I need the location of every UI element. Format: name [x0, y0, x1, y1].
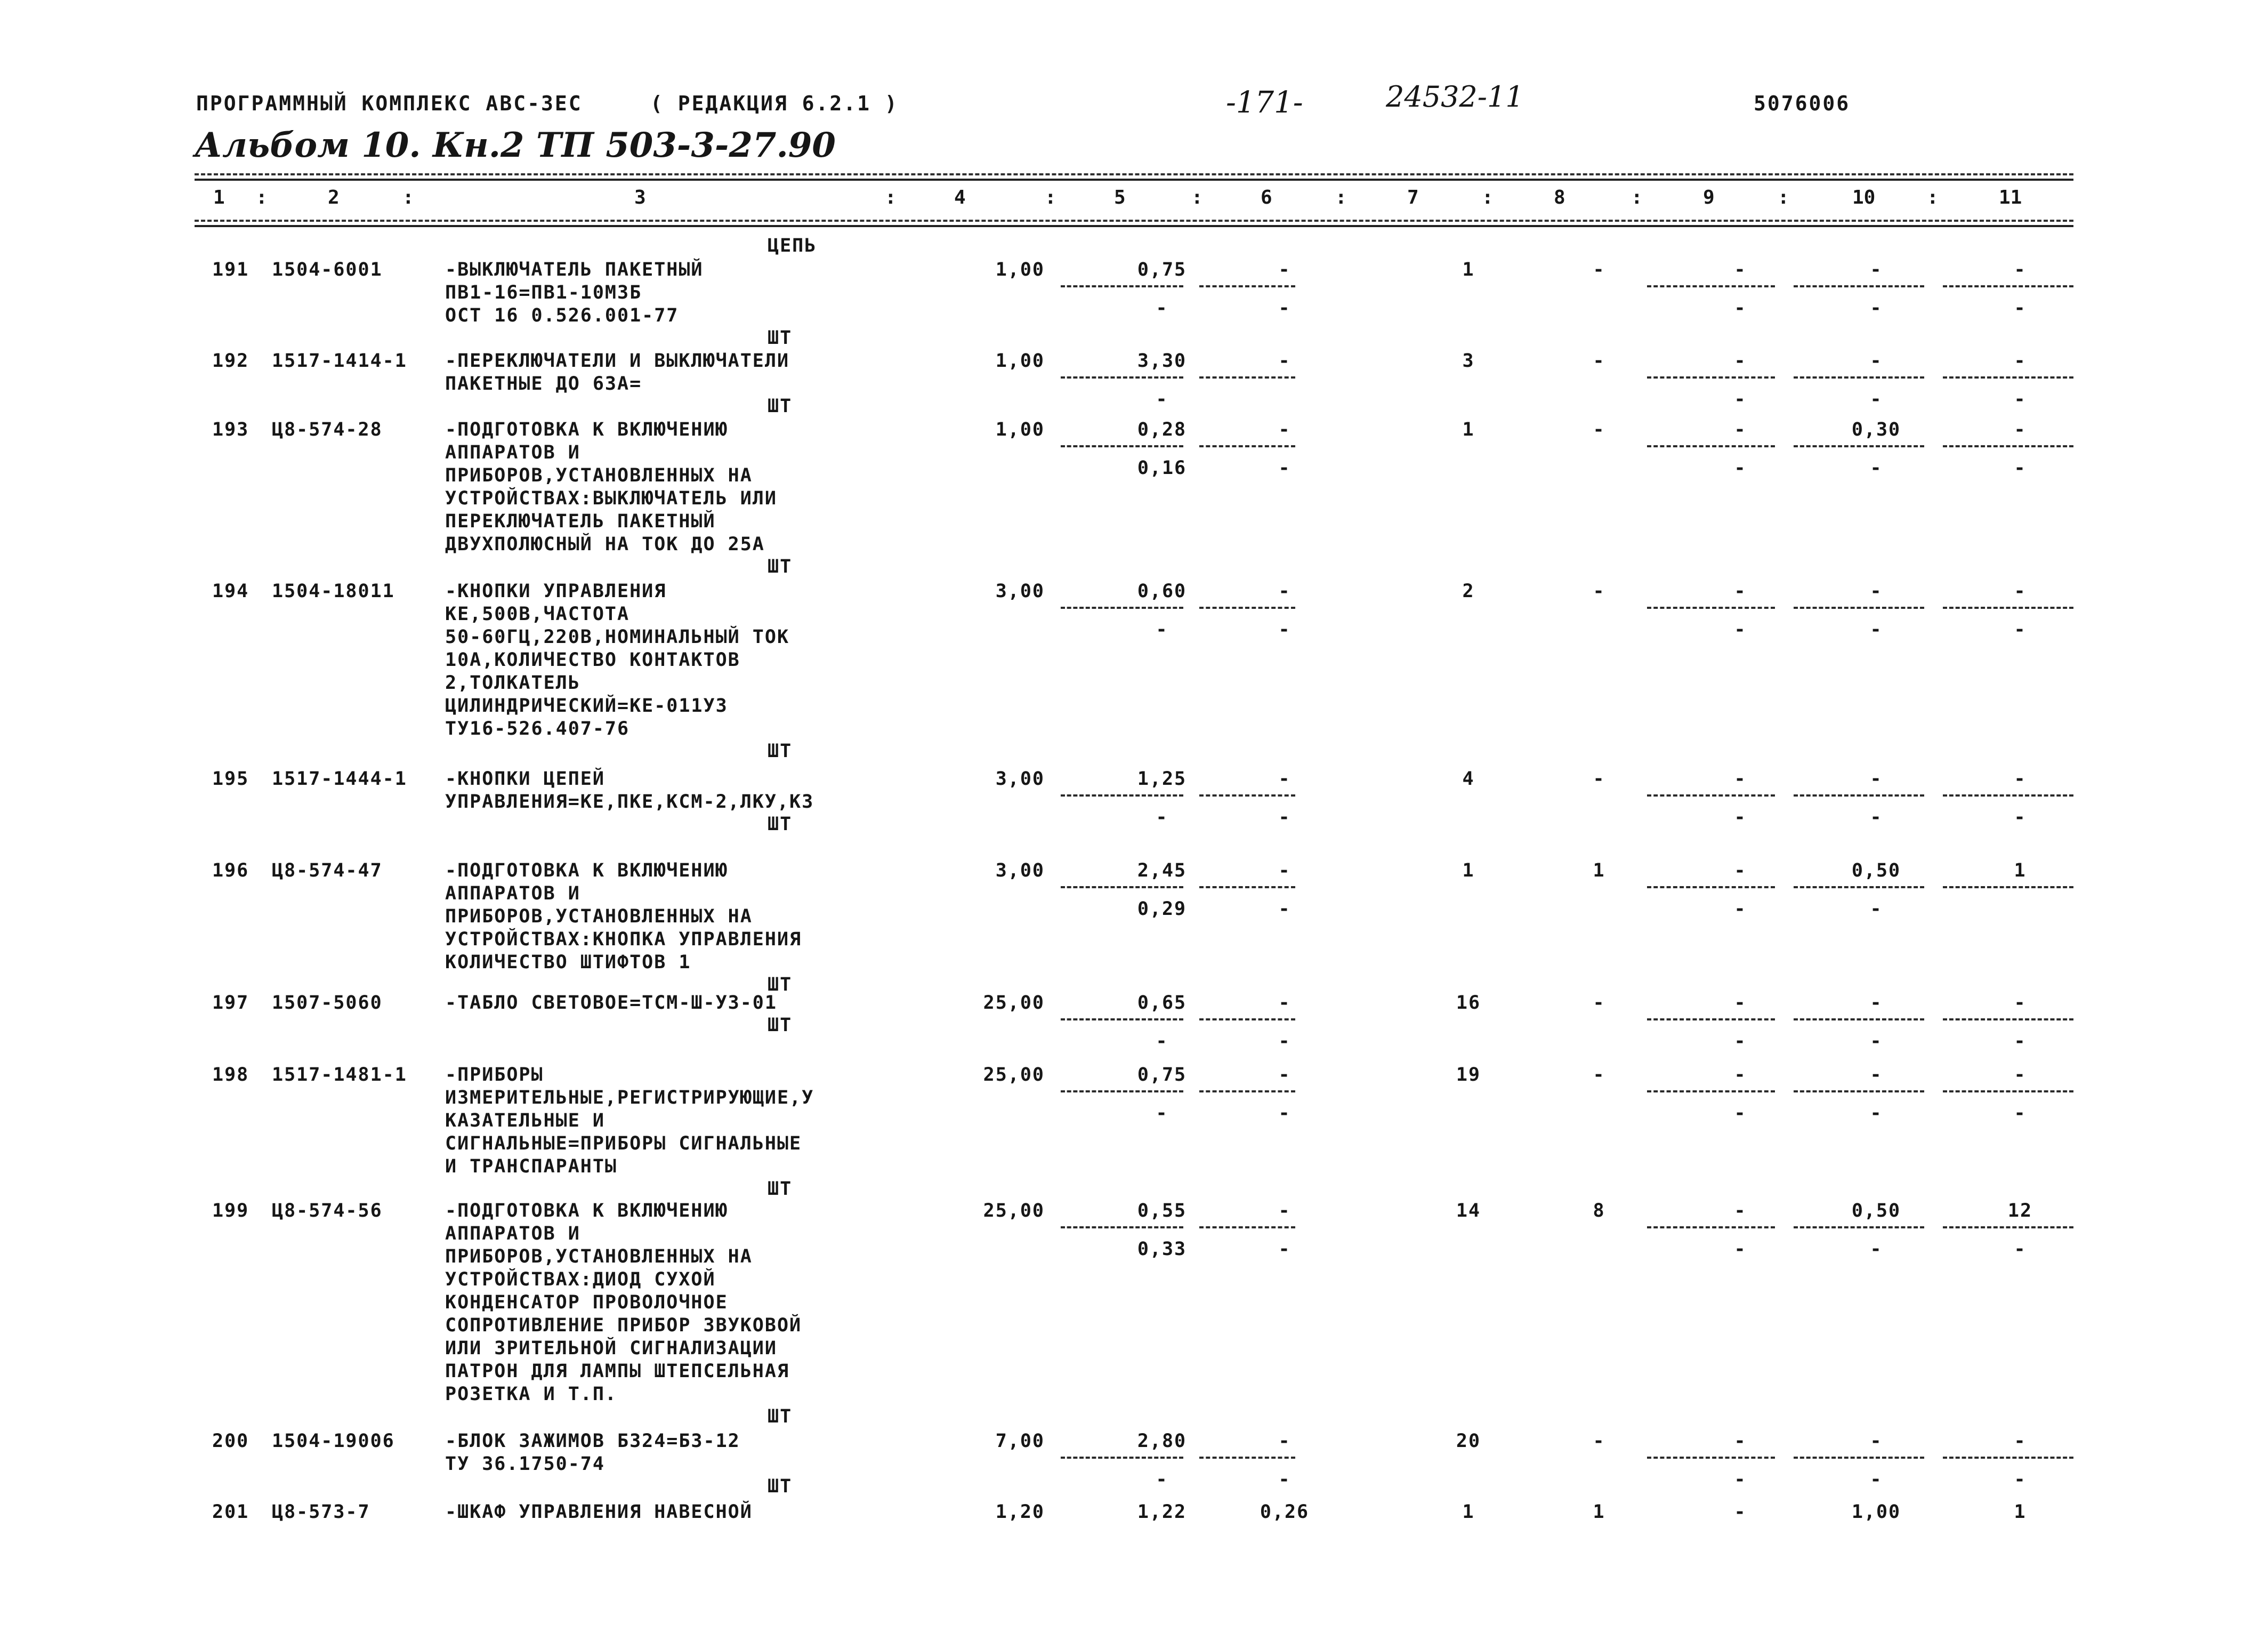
col7-value: 3: [1462, 350, 1475, 372]
fraction-line: [1061, 1226, 1183, 1228]
row-name: -ПЕРЕКЛЮЧАТЕЛИ И ВЫКЛЮЧАТЕЛИ ПАКЕТНЫЕ ДО 63А=: [445, 350, 790, 395]
col-sep: :: [1191, 187, 1203, 208]
col9-sub-value: -: [1734, 898, 1747, 920]
col10-value: -: [1870, 581, 1883, 602]
fraction-line: [1647, 607, 1775, 609]
col5-value: 0,55: [1137, 1200, 1187, 1221]
top-rule-2: [195, 179, 2073, 181]
col7-value: 14: [1456, 1200, 1481, 1221]
col6-value: -: [1278, 1200, 1291, 1221]
col-3: 3: [634, 187, 646, 208]
fraction-line: [1794, 376, 1924, 379]
row-number: 200: [212, 1430, 249, 1452]
qty-value: 25,00: [983, 1200, 1045, 1221]
row-name: -ПРИБОРЫ ИЗМЕРИТЕЛЬНЫЕ,РЕГИСТРИРУЮЩИЕ,У КАЗАТЕЛЬНЫЕ И СИГНАЛЬНЫЕ=ПРИБОРЫ СИГНАЛЬНЫЕ И ТРАНСПАРАНТЫ: [445, 1064, 814, 1177]
col8-value: -: [1593, 992, 1605, 1014]
col9-sub-value: -: [1734, 457, 1747, 479]
col5-value: 0,65: [1137, 992, 1187, 1014]
col6-value: -: [1278, 259, 1291, 280]
col5-sub-value: -: [1156, 1469, 1168, 1490]
col10-sub-value: -: [1870, 619, 1883, 640]
qty-value: 3,00: [995, 768, 1045, 790]
col-sep: :: [256, 187, 268, 208]
doc-id: 5076006: [1754, 92, 1851, 115]
album-note: Альбом 10. Кн.2 ТП 503-3-27.90: [195, 125, 836, 165]
col6-value: -: [1278, 992, 1291, 1014]
row-unit: ШТ: [768, 1178, 793, 1200]
col11-value: -: [2014, 992, 2027, 1014]
col-sep: :: [1482, 187, 1494, 208]
col11-sub-value: -: [2014, 807, 2027, 828]
row-number: 199: [212, 1200, 249, 1221]
col8-value: -: [1593, 1064, 1605, 1086]
col11-value: -: [2014, 1430, 2027, 1452]
row-unit: ШТ: [768, 327, 793, 349]
col11-sub-value: -: [2014, 298, 2027, 319]
row-code: Ц8-574-28: [272, 419, 383, 440]
col6-sub-value: -: [1278, 898, 1291, 920]
header-rule-1: [195, 220, 2073, 222]
col10-sub-value: -: [1870, 898, 1883, 920]
fraction-line: [1943, 1090, 2073, 1092]
row-number: 196: [212, 860, 249, 881]
col5-value: 0,28: [1137, 419, 1187, 440]
col6-sub-value: -: [1278, 1469, 1291, 1490]
col7-value: 4: [1462, 768, 1475, 790]
fraction-line: [1199, 1457, 1295, 1459]
col6-sub-value: -: [1278, 1031, 1291, 1052]
col10-value: 0,30: [1851, 419, 1901, 440]
fraction-line: [1647, 1018, 1775, 1020]
fraction-line: [1061, 285, 1183, 287]
col8-value: 8: [1593, 1200, 1605, 1221]
qty-value: 7,00: [995, 1430, 1045, 1452]
col5-value: 3,30: [1137, 350, 1187, 372]
col5-sub-value: -: [1156, 1031, 1168, 1052]
col5-value: 0,75: [1137, 259, 1187, 280]
col6-value: -: [1278, 350, 1291, 372]
col11-sub-value: -: [2014, 1469, 2027, 1490]
row-code: 1504-6001: [272, 259, 383, 280]
col5-value: 0,75: [1137, 1064, 1187, 1086]
fraction-line: [1061, 607, 1183, 609]
row-code: 1507-5060: [272, 992, 383, 1014]
row-code: 1504-19006: [272, 1430, 395, 1452]
row-number: 193: [212, 419, 249, 440]
col-2: 2: [328, 187, 340, 208]
col6-sub-value: -: [1278, 1103, 1291, 1124]
col6-sub-value: -: [1278, 807, 1291, 828]
row-unit: ШТ: [768, 1476, 793, 1497]
fraction-line: [1647, 285, 1775, 287]
col9-value: -: [1734, 350, 1747, 372]
row-name: -КНОПКИ ЦЕПЕЙ УПРАВЛЕНИЯ=КЕ,ПКЕ,КСМ-2,ЛКУ,КЗ: [445, 768, 814, 813]
fraction-line: [1199, 1226, 1295, 1228]
col9-sub-value: -: [1734, 389, 1747, 410]
col11-sub-value: -: [2014, 619, 2027, 640]
col11-value: -: [2014, 768, 2027, 790]
edition-label: ( РЕДАКЦИЯ 6.2.1 ): [650, 92, 899, 115]
qty-value: 1,00: [995, 350, 1045, 372]
row-name: -ВЫКЛЮЧАТЕЛЬ ПАКЕТНЫЙ ПВ1-16=ПВ1-10МЗБ ОСТ 16 0.526.001-77: [445, 259, 704, 326]
fraction-line: [1943, 1018, 2073, 1020]
row-unit: ШТ: [768, 396, 793, 417]
col8-value: 1: [1593, 860, 1605, 881]
row-name: -КНОПКИ УПРАВЛЕНИЯ КЕ,500В,ЧАСТОТА 50-60ГЦ,220В,НОМИНАЛЬНЫЙ ТОК 10А,КОЛИЧЕСТВО КОНТАКТОВ 2,ТОЛКАТЕЛЬ ЦИЛИНДРИЧЕСКИЙ=КЕ-011У3 ТУ16-526.407-76: [445, 581, 790, 739]
col9-value: -: [1734, 419, 1747, 440]
col9-sub-value: -: [1734, 1031, 1747, 1052]
qty-value: 3,00: [995, 581, 1045, 602]
col9-value: -: [1734, 768, 1747, 790]
qty-value: 1,00: [995, 259, 1045, 280]
fraction-line: [1199, 445, 1295, 447]
col7-value: 20: [1456, 1430, 1481, 1452]
col9-value: -: [1734, 992, 1747, 1014]
col11-value: -: [2014, 1064, 2027, 1086]
col10-value: -: [1870, 1430, 1883, 1452]
col6-value: -: [1278, 860, 1291, 881]
row-unit: ШТ: [768, 1406, 793, 1427]
col5-sub-value: -: [1156, 807, 1168, 828]
col6-value: 0,26: [1260, 1501, 1310, 1523]
col11-value: 12: [2007, 1200, 2033, 1221]
fraction-line: [1943, 376, 2073, 379]
fraction-line: [1943, 1457, 2073, 1459]
row-name: -ШКАФ УПРАВЛЕНИЯ НАВЕСНОЙ: [445, 1501, 753, 1523]
row-name: -ПОДГОТОВКА К ВКЛЮЧЕНИЮ АППАРАТОВ И ПРИБОРОВ,УСТАНОВЛЕННЫХ НА УСТРОЙСТВАХ:КНОПКА УПРАВЛЕНИЯ КОЛИЧЕСТВО ШТИФТОВ 1: [445, 860, 802, 973]
col6-value: -: [1278, 581, 1291, 602]
col11-value: -: [2014, 419, 2027, 440]
col6-sub-value: -: [1278, 457, 1291, 479]
qty-value: 1,00: [995, 419, 1045, 440]
col11-sub-value: -: [2014, 457, 2027, 479]
col-sep: :: [402, 187, 414, 208]
col-4: 4: [954, 187, 966, 208]
col10-sub-value: -: [1870, 457, 1883, 479]
fraction-line: [1794, 607, 1924, 609]
fraction-line: [1647, 886, 1775, 888]
fraction-line: [1647, 1457, 1775, 1459]
fraction-line: [1794, 1226, 1924, 1228]
col-6: 6: [1261, 187, 1272, 208]
fraction-line: [1061, 1457, 1183, 1459]
col5-sub-value: -: [1156, 1103, 1168, 1124]
col8-value: -: [1593, 768, 1605, 790]
col5-sub-value: -: [1156, 298, 1168, 319]
col8-value: -: [1593, 581, 1605, 602]
fraction-line: [1061, 886, 1183, 888]
col9-value: -: [1734, 1064, 1747, 1086]
col11-value: 1: [2014, 1501, 2027, 1523]
col8-value: -: [1593, 419, 1605, 440]
col9-value: -: [1734, 581, 1747, 602]
col7-value: 1: [1462, 1501, 1475, 1523]
col-9: 9: [1703, 187, 1715, 208]
row-code: Ц8-574-56: [272, 1200, 383, 1221]
fraction-line: [1943, 794, 2073, 797]
row-number: 194: [212, 581, 249, 602]
qty-value: 25,00: [983, 992, 1045, 1014]
col10-value: 0,50: [1851, 1200, 1901, 1221]
col5-sub-value: 0,29: [1137, 898, 1187, 920]
fraction-line: [1794, 1457, 1924, 1459]
col10-sub-value: -: [1870, 1031, 1883, 1052]
fraction-line: [1199, 607, 1295, 609]
fraction-line: [1943, 886, 2073, 888]
fraction-line: [1943, 1226, 2073, 1228]
col11-value: -: [2014, 581, 2027, 602]
row-unit: ШТ: [768, 1015, 793, 1036]
col5-sub-value: 0,16: [1137, 457, 1187, 479]
col5-value: 1,22: [1137, 1501, 1187, 1523]
col7-value: 16: [1456, 992, 1481, 1014]
qty-value: 25,00: [983, 1064, 1045, 1086]
col-sep: :: [1045, 187, 1056, 208]
fraction-line: [1199, 886, 1295, 888]
fraction-line: [1199, 1090, 1295, 1092]
fraction-line: [1061, 445, 1183, 447]
col-sep: :: [1335, 187, 1347, 208]
qty-value: 1,20: [995, 1501, 1045, 1523]
col10-value: -: [1870, 350, 1883, 372]
row-name: -ТАБЛО СВЕТОВОЕ=ТСМ-Ш-У3-01: [445, 992, 777, 1014]
fraction-line: [1794, 1090, 1924, 1092]
row-unit: ШТ: [768, 741, 793, 762]
col10-sub-value: -: [1870, 1239, 1883, 1260]
row-code: 1517-1414-1: [272, 350, 407, 372]
col7-value: 19: [1456, 1064, 1481, 1086]
fraction-line: [1061, 794, 1183, 797]
row-code: 1504-18011: [272, 581, 395, 602]
col9-value: -: [1734, 1200, 1747, 1221]
fraction-line: [1061, 376, 1183, 379]
fraction-line: [1943, 285, 2073, 287]
col9-sub-value: -: [1734, 1103, 1747, 1124]
row-number: 201: [212, 1501, 249, 1523]
doc-code: 24532-11: [1386, 80, 1524, 114]
row-number: 191: [212, 259, 249, 280]
col-11: 11: [1999, 187, 2022, 208]
col5-sub-value: 0,33: [1137, 1239, 1187, 1260]
fraction-line: [1794, 445, 1924, 447]
row-unit: ШТ: [768, 556, 793, 577]
row-code: Ц8-573-7: [272, 1501, 370, 1523]
col5-value: 2,45: [1137, 860, 1187, 881]
col9-value: -: [1734, 1430, 1747, 1452]
fraction-line: [1943, 445, 2073, 447]
row-name: -ПОДГОТОВКА К ВКЛЮЧЕНИЮ АППАРАТОВ И ПРИБОРОВ,УСТАНОВЛЕННЫХ НА УСТРОЙСТВАХ:ДИОД СУХОЙ КОНДЕНСАТОР ПРОВОЛОЧНОЕ СОПРОТИВЛЕНИЕ ПРИБОР ЗВУКОВОЙ ИЛИ ЗРИТЕЛЬНОЙ СИГНАЛИЗАЦИИ ПАТРОН ДЛЯ ЛАМПЫ ШТЕПСЕЛЬНАЯ РОЗЕТКА И Т.П.: [445, 1200, 802, 1405]
header-rule-2: [195, 225, 2073, 227]
row-code: 1517-1444-1: [272, 768, 407, 790]
col-5: 5: [1114, 187, 1126, 208]
col9-value: -: [1734, 1501, 1747, 1523]
fraction-line: [1199, 794, 1295, 797]
col8-value: -: [1593, 1430, 1605, 1452]
col10-sub-value: -: [1870, 1469, 1883, 1490]
col-sep: :: [1927, 187, 1939, 208]
col-sep: :: [1778, 187, 1789, 208]
col10-value: -: [1870, 259, 1883, 280]
row-name: -ПОДГОТОВКА К ВКЛЮЧЕНИЮ АППАРАТОВ И ПРИБОРОВ,УСТАНОВЛЕННЫХ НА УСТРОЙСТВАХ:ВЫКЛЮЧАТЕЛЬ ИЛИ ПЕРЕКЛЮЧАТЕЛЬ ПАКЕТНЫЙ ДВУХПОЛЮСНЫЙ НА ТОК ДО 25А: [445, 419, 777, 555]
col11-sub-value: -: [2014, 1031, 2027, 1052]
page-number: -171-: [1226, 85, 1303, 120]
row-code: Ц8-574-47: [272, 860, 383, 881]
col11-value: 1: [2014, 860, 2027, 881]
fraction-line: [1794, 886, 1924, 888]
fraction-line: [1199, 376, 1295, 379]
col11-value: -: [2014, 350, 2027, 372]
col9-value: -: [1734, 259, 1747, 280]
col8-value: -: [1593, 259, 1605, 280]
col-sep: :: [1631, 187, 1643, 208]
fraction-line: [1061, 1018, 1183, 1020]
col-8: 8: [1554, 187, 1565, 208]
col7-value: 1: [1462, 259, 1475, 280]
row-code: 1517-1481-1: [272, 1064, 407, 1086]
row-number: 195: [212, 768, 249, 790]
col-10: 10: [1852, 187, 1876, 208]
col11-value: -: [2014, 259, 2027, 280]
col6-value: -: [1278, 768, 1291, 790]
col5-sub-value: -: [1156, 619, 1168, 640]
col9-value: -: [1734, 860, 1747, 881]
fraction-line: [1943, 607, 2073, 609]
row-name: -БЛОК ЗАЖИМОВ БЗ24=БЗ-12 ТУ 36.1750-74: [445, 1430, 740, 1475]
col9-sub-value: -: [1734, 807, 1747, 828]
top-rule-1: [195, 173, 2073, 175]
col10-sub-value: -: [1870, 389, 1883, 410]
col10-value: -: [1870, 1064, 1883, 1086]
col10-sub-value: -: [1870, 298, 1883, 319]
col-1: 1: [213, 187, 225, 208]
col9-sub-value: -: [1734, 1469, 1747, 1490]
col5-sub-value: -: [1156, 389, 1168, 410]
fraction-line: [1647, 1090, 1775, 1092]
col10-sub-value: -: [1870, 807, 1883, 828]
col5-value: 2,80: [1137, 1430, 1187, 1452]
col7-value: 1: [1462, 419, 1475, 440]
row-number: 198: [212, 1064, 249, 1086]
col-sep: :: [885, 187, 897, 208]
col7-value: 1: [1462, 860, 1475, 881]
col11-sub-value: -: [2014, 389, 2027, 410]
col5-value: 0,60: [1137, 581, 1187, 602]
col6-value: -: [1278, 419, 1291, 440]
fraction-line: [1647, 376, 1775, 379]
fraction-line: [1061, 1090, 1183, 1092]
col9-sub-value: -: [1734, 298, 1747, 319]
col6-value: -: [1278, 1430, 1291, 1452]
row-number: 197: [212, 992, 249, 1014]
col10-value: 1,00: [1851, 1501, 1901, 1523]
fraction-line: [1199, 285, 1295, 287]
col8-value: 1: [1593, 1501, 1605, 1523]
program-title: ПРОГРАММНЫЙ КОМПЛЕКС АВС-3ЕС: [196, 92, 583, 115]
qty-value: 3,00: [995, 860, 1045, 881]
col11-sub-value: -: [2014, 1103, 2027, 1124]
fraction-line: [1794, 794, 1924, 797]
col10-sub-value: -: [1870, 1103, 1883, 1124]
col10-value: -: [1870, 992, 1883, 1014]
col9-sub-value: -: [1734, 619, 1747, 640]
fraction-line: [1647, 445, 1775, 447]
col10-value: -: [1870, 768, 1883, 790]
fraction-line: [1199, 1018, 1295, 1020]
fraction-line: [1794, 1018, 1924, 1020]
col11-sub-value: -: [2014, 1239, 2027, 1260]
fraction-line: [1794, 285, 1924, 287]
col6-value: -: [1278, 1064, 1291, 1086]
col5-value: 1,25: [1137, 768, 1187, 790]
fraction-line: [1647, 794, 1775, 797]
col10-value: 0,50: [1851, 860, 1901, 881]
row-unit: ШТ: [768, 974, 793, 995]
col6-sub-value: -: [1278, 298, 1291, 319]
col7-value: 2: [1462, 581, 1475, 602]
row-number: 192: [212, 350, 249, 372]
col6-sub-value: -: [1278, 619, 1291, 640]
section-title: ЦЕПЬ: [768, 235, 817, 256]
fraction-line: [1647, 1226, 1775, 1228]
col6-sub-value: -: [1278, 1239, 1291, 1260]
row-unit: ШТ: [768, 814, 793, 835]
col-7: 7: [1407, 187, 1419, 208]
col8-value: -: [1593, 350, 1605, 372]
col9-sub-value: -: [1734, 1239, 1747, 1260]
